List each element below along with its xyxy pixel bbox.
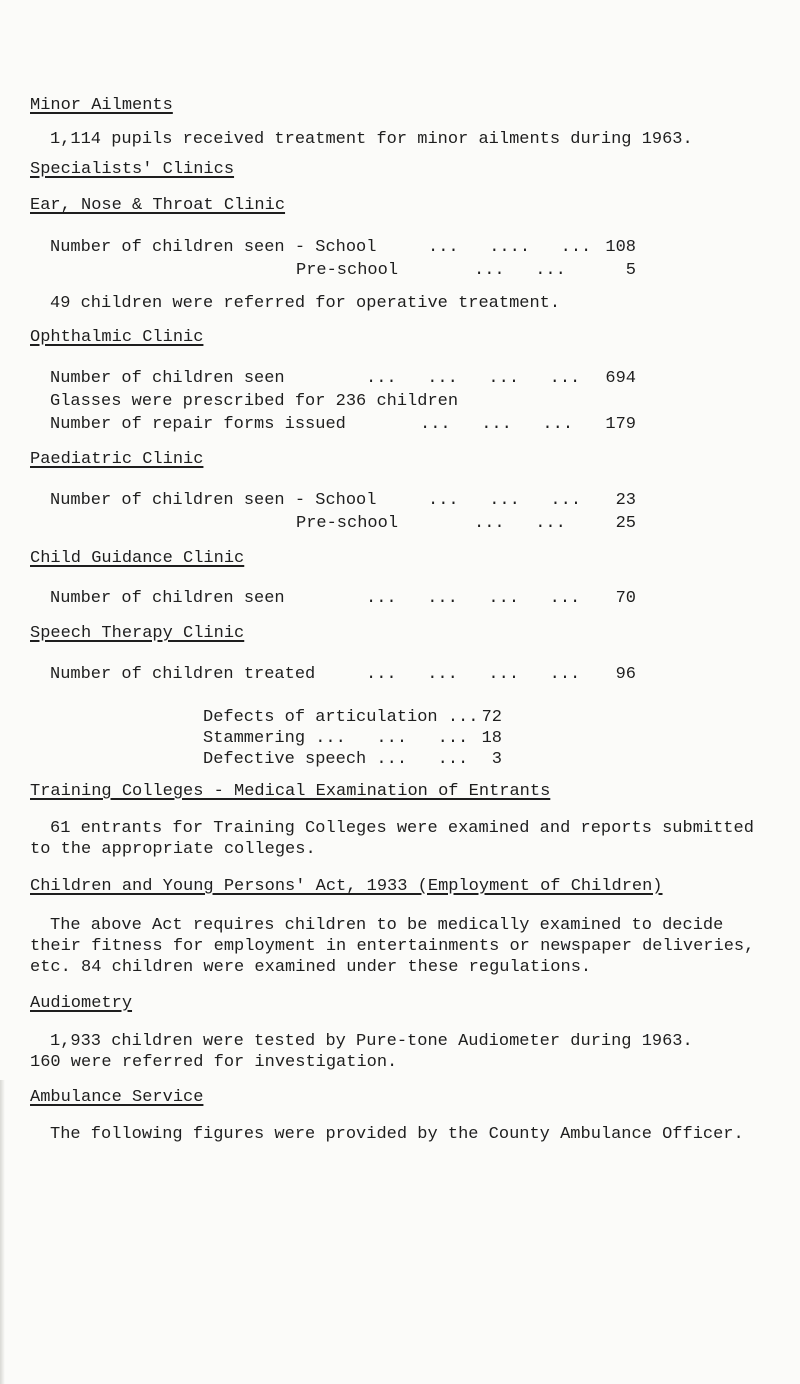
minor-ailments-text: 1,114 pupils received treatment for minor ailments during 1963. xyxy=(50,130,693,149)
heading-speech-therapy-clinic: Speech Therapy Clinic xyxy=(30,624,245,643)
speech-defective-label: Defective speech ... ... xyxy=(203,750,469,769)
ent-school-value: 108 xyxy=(605,238,636,257)
speech-treated-label: Number of children treated xyxy=(50,665,316,684)
speech-stammering-label: Stammering ... ... ... xyxy=(203,729,469,748)
guidance-seen-leader: ... ... ... ... xyxy=(366,589,581,608)
heading-ambulance-service: Ambulance Service xyxy=(30,1088,204,1107)
heading-specialists-clinics: Specialists' Clinics xyxy=(30,160,235,179)
training-line-1: 61 entrants for Training Colleges were examined and reports submitted xyxy=(50,819,754,838)
audiometry-line-1: 1,933 children were tested by Pure-tone Audiometer during 1963. xyxy=(50,1032,693,1051)
heading-ent-clinic: Ear, Nose & Throat Clinic xyxy=(30,196,286,215)
paediatric-preschool-label: Pre-school xyxy=(296,514,399,533)
ophthalmic-repair-value: 179 xyxy=(605,415,636,434)
employment-line-3: etc. 84 children were examined under these regulations. xyxy=(30,958,592,977)
ophthalmic-repair-label: Number of repair forms issued xyxy=(50,415,346,434)
heading-ophthalmic-clinic: Ophthalmic Clinic xyxy=(30,328,204,347)
heading-training-colleges: Training Colleges - Medical Examination of Entrants xyxy=(30,782,551,801)
heading-employment-act: Children and Young Persons' Act, 1933 (Employment of Children) xyxy=(30,877,663,896)
ambulance-line-1: The following figures were provided by the County Ambulance Officer. xyxy=(50,1125,744,1144)
heading-audiometry: Audiometry xyxy=(30,994,133,1013)
speech-articulation-value: 72 xyxy=(481,708,502,727)
speech-treated-value: 96 xyxy=(615,665,636,684)
employment-line-1: The above Act requires children to be medically examined to decide xyxy=(50,916,724,935)
speech-stammering-value: 18 xyxy=(481,729,502,748)
employment-line-2: their fitness for employment in entertainments or newspaper deliveries, xyxy=(30,937,755,956)
ent-school-label: Number of children seen - School xyxy=(50,238,377,257)
scan-edge-shadow xyxy=(0,1080,5,1384)
paediatric-school-label: Number of children seen - School xyxy=(50,491,377,510)
paediatric-school-leader: ... ... ... xyxy=(428,491,582,510)
ophthalmic-seen-leader: ... ... ... ... xyxy=(366,369,581,388)
heading-child-guidance-clinic: Child Guidance Clinic xyxy=(30,549,245,568)
heading-paediatric-clinic: Paediatric Clinic xyxy=(30,450,204,469)
ophthalmic-glasses-text: Glasses were prescribed for 236 children xyxy=(50,392,459,411)
ent-preschool-leader: ... ... xyxy=(474,261,566,280)
ent-preschool-label: Pre-school xyxy=(296,261,399,280)
guidance-seen-label: Number of children seen xyxy=(50,589,285,608)
ophthalmic-seen-label: Number of children seen xyxy=(50,369,285,388)
paediatric-school-value: 23 xyxy=(615,491,636,510)
ent-preschool-value: 5 xyxy=(625,261,636,280)
guidance-seen-value: 70 xyxy=(615,589,636,608)
speech-articulation-label: Defects of articulation ... xyxy=(203,708,479,727)
ophthalmic-seen-value: 694 xyxy=(605,369,636,388)
paediatric-preschool-value: 25 xyxy=(615,514,636,533)
paediatric-preschool-leader: ... ... xyxy=(474,514,566,533)
training-line-2: to the appropriate colleges. xyxy=(30,840,316,859)
ophthalmic-repair-leader: ... ... ... xyxy=(420,415,574,434)
speech-defective-value: 3 xyxy=(491,750,502,769)
heading-minor-ailments: Minor Ailments xyxy=(30,96,173,115)
speech-treated-leader: ... ... ... ... xyxy=(366,665,581,684)
audiometry-line-2: 160 were referred for investigation. xyxy=(30,1053,398,1072)
ent-school-leader: ... .... ... xyxy=(428,238,592,257)
ent-note: 49 children were referred for operative treatment. xyxy=(50,294,561,313)
